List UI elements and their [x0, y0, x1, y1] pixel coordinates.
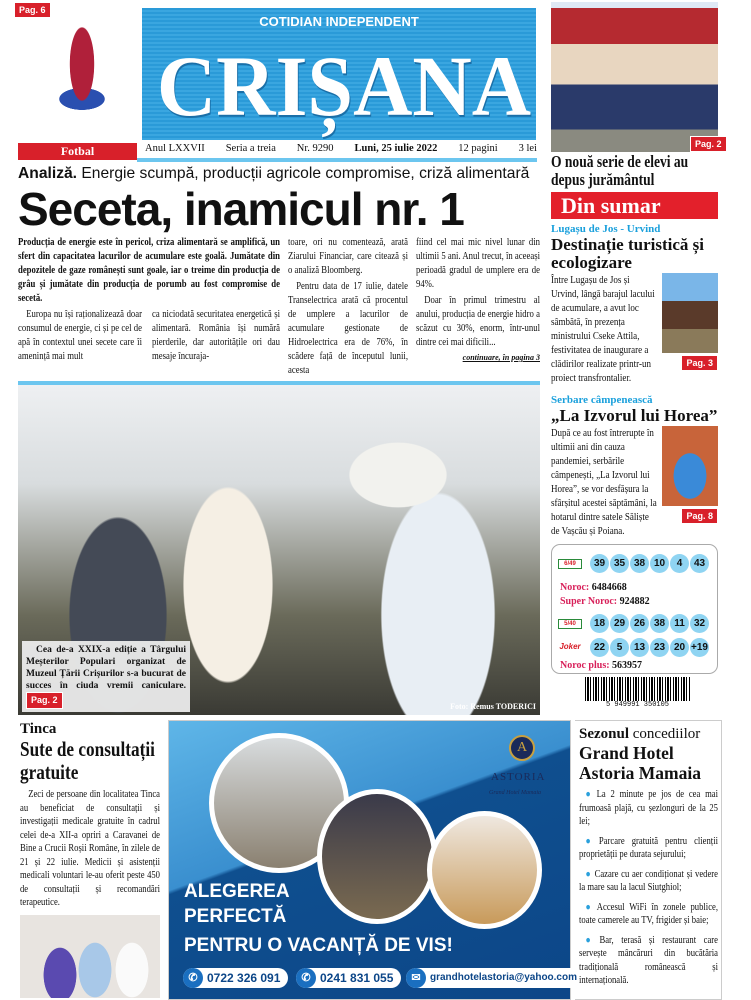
- ad-slogan-3: PENTRU O VACANȚĂ DE VIS!: [184, 935, 453, 956]
- article-subhead-text: Energie scumpă, producții agricole compromise, criză alimentară: [81, 165, 530, 182]
- caravan-photo[interactable]: [20, 915, 160, 999]
- hotel-kicker-2: concediilor: [632, 726, 701, 742]
- summary-headline[interactable]: Destinație turistică și ecologizare: [551, 235, 704, 272]
- noroc-plus-label: Noroc plus:: [560, 660, 610, 671]
- ad-slogan-1: ALEGEREA: [184, 881, 290, 902]
- phone-link-1[interactable]: [183, 968, 288, 988]
- lottery-ball: 32: [690, 614, 709, 633]
- room-photo: [427, 811, 542, 929]
- issue-year: Anul LXXVII: [145, 143, 205, 154]
- issue-series: Seria a treia: [225, 143, 276, 154]
- phone-link-2[interactable]: [296, 968, 401, 988]
- summary-kicker: Serbare câmpenească: [551, 394, 653, 406]
- lottery-ball: 22: [590, 638, 609, 657]
- summary-headline[interactable]: „La Izvorul lui Horea”: [551, 406, 718, 425]
- building-photo[interactable]: [662, 273, 718, 353]
- article-kicker: Analiză.: [18, 165, 78, 182]
- page-badge[interactable]: Pag. 2: [26, 692, 63, 709]
- article-body: Doar în primul trimestru al anului, producția de energie hidro a scăzut cu 30%, enorm, într-unul dintre cei mai dificili...: [416, 295, 540, 348]
- lottery-ball: +19: [690, 638, 709, 657]
- lottery-ball: 26: [630, 614, 649, 633]
- summary-text: Între Lugașu de Jos și Urvind, lângă barajul lacului de acumulare, a avut loc sâmbătă, în prezența ministrului Cseke Attila, festivitatea de inaugurare a clădirilor realizate printr-un proiect transfrontalier.: [551, 274, 655, 384]
- photo-caption: [22, 641, 190, 712]
- lottery-ball: 4: [670, 554, 689, 573]
- tinca-article[interactable]: [20, 721, 160, 998]
- article-columns: [18, 236, 540, 378]
- page-badge[interactable]: Pag. 2: [690, 136, 727, 152]
- super-noroc-value: 924882: [619, 596, 650, 607]
- hotel-advertisement[interactable]: [168, 720, 571, 1000]
- fair-photo[interactable]: [18, 385, 540, 715]
- lottery-ball: 5: [610, 638, 629, 657]
- noroc-label: Noroc:: [560, 582, 590, 593]
- article-body: Pentru data de 17 iulie, datele Transelectrica arată că procentul de umplere a lacurilor de acumulare gestionate de Hidroelectrica era de 76%, în scădere față de începutul lunii, acesta: [288, 281, 408, 376]
- section-label-football[interactable]: Fotbal: [18, 143, 137, 160]
- lottery-ball: 18: [590, 614, 609, 633]
- summary-title: Din sumar: [551, 192, 718, 219]
- article-body: ca niciodată securitatea energetică și alimentară. România își numără pierderile, dar autoritățile ori dau mesaje încuraja-: [152, 309, 280, 362]
- football-player-photo[interactable]: [22, 4, 132, 142]
- hotel-feature: ● La 2 minute pe jos de cea mai frumoasă plajă, cu șezlonguri de la 25 lei;: [579, 788, 718, 829]
- hotel-feature: ● Bar, terasă și restaurant care servește mâncăruri din bucătăria tradițională românească și internațională.: [579, 934, 718, 988]
- article-body: fiind cel mai mic nivel lunar din ultimii 5 ani. Anul trecut, în aceeași perioadă gradul de umplere era de 94%.: [416, 237, 540, 290]
- lottery-ball: 43: [690, 554, 709, 573]
- joker-logo: Joker: [559, 641, 581, 651]
- issue-pages: 12 pagini: [458, 143, 498, 154]
- mail-icon: ✉: [406, 968, 426, 988]
- lottery-ball: 39: [590, 554, 609, 573]
- noroc-plus-value: 563957: [612, 660, 643, 671]
- issue-date: Luni, 25 iulie 2022: [354, 143, 438, 154]
- email-address: grandhotelastoria@yahoo.com: [430, 972, 577, 983]
- page-badge[interactable]: Pag. 6: [14, 2, 51, 18]
- article-body: Europa nu își raționalizează doar consumul de energie, ci și pe cel de apă în contextul unei secete care îi amenință mai mult: [18, 309, 142, 362]
- ad-slogan-2: PERFECTĂ: [184, 906, 287, 927]
- lottery-ball: 35: [610, 554, 629, 573]
- lottery-ball: 10: [650, 554, 669, 573]
- summary-item[interactable]: [551, 222, 718, 385]
- lottery-ball: 20: [670, 638, 689, 657]
- photo-credit: Foto: Remus TODERICI: [450, 702, 536, 711]
- person-photo[interactable]: [662, 426, 718, 506]
- phone-icon: ✆: [183, 968, 203, 988]
- issue-price: 3 lei: [518, 143, 537, 154]
- photo-caption-text: Cea de-a XXIX-a ediție a Târgului Meșterilor Populari organizat de Muzeul Țării Crișurilor s-a bucurat de succes în ciuda vremii caniculare.: [26, 645, 186, 691]
- article-kicker: Tinca: [20, 721, 57, 737]
- hotel-feature: ● Parcare gratuită pentru clienții proprietății pe durata sejurului;: [579, 835, 718, 862]
- sidebar: [551, 192, 718, 712]
- barcode-number: 5 949991 350105: [585, 701, 690, 710]
- masthead-subtitle: COTIDIAN INDEPENDENT: [259, 14, 419, 29]
- lottery-results: [551, 544, 718, 674]
- summary-kicker: Lugașu de Jos - Urvind: [551, 223, 661, 235]
- article-subhead: [18, 164, 540, 184]
- lottery-ball: 38: [630, 554, 649, 573]
- continuation-link[interactable]: continuare, în pagina 3: [462, 353, 540, 362]
- email-link[interactable]: [406, 968, 585, 988]
- lottery-ball: 23: [650, 638, 669, 657]
- phone-number: 0722 326 091: [207, 971, 281, 985]
- noroc-value: 6484668: [591, 582, 627, 593]
- article-headline[interactable]: Sute de consultații gratuite: [20, 737, 155, 784]
- hotel-article[interactable]: [575, 720, 722, 1000]
- ad-brand: ASTORIA: [491, 771, 546, 783]
- issue-info: [145, 142, 537, 156]
- lottery-ball: 38: [650, 614, 669, 633]
- oath-ceremony-photo[interactable]: [551, 2, 718, 152]
- summary-text: După ce au fost întrerupte în ultimii ani din cauza pandemiei, serbările câmpenești, „La Izvorul lui Horea”, se vor desfășura la sfârșitul acestei săptămâni, la hotarul dintre satele Săliște de Vașcău și Poiana.: [551, 427, 657, 537]
- astoria-logo-icon: A: [509, 735, 535, 761]
- masthead-title: CRIȘANA: [156, 38, 532, 134]
- lottery-ball: 29: [610, 614, 629, 633]
- oath-headline[interactable]: O nouă serie de elevi au depus jurământul: [551, 152, 689, 189]
- lottery-ball: 11: [670, 614, 689, 633]
- hotel-headline[interactable]: Grand Hotel Astoria Mamaia: [579, 743, 701, 783]
- page-badge[interactable]: Pag. 3: [681, 355, 718, 371]
- masthead: [142, 8, 536, 140]
- super-noroc-label: Super Noroc:: [560, 596, 618, 607]
- loto-649-logo: 6/49: [558, 559, 582, 569]
- ad-brand-sub: Grand Hotel Mamaia: [489, 790, 541, 796]
- divider: [137, 158, 537, 162]
- article-lead: Producția de energie este în pericol, criza alimentară se amplifică, un sfert din capacitatea lacurilor de acumulare este goală. Jumătate din depozitele de gaze românești sunt goale, iar o treime din producția de grâu și jumătate din producția de porumb au fost compromise de secetă.: [18, 237, 280, 304]
- phone-number: 0241 831 055: [320, 971, 394, 985]
- barcode: [585, 677, 690, 710]
- lottery-ball: 13: [630, 638, 649, 657]
- issue-number: Nr. 9290: [296, 143, 334, 154]
- page-badge[interactable]: Pag. 8: [681, 508, 718, 524]
- hotel-feature: ● Cazare cu aer condiționat și vedere la mare sau la lacul Siutghiol;: [579, 868, 718, 895]
- article-body: Zeci de persoane din localitatea Tinca au beneficiat de consultații și investigații medicale gratuite în cadrul celei de-a XII-a opriri a Caravanei de Bine a Crucii Roșii Române, în zilele de 21 și 22 iulie. Medicii și asistenții medicali voluntari le-au oferit peste 450 de consultații și recomandări terapeutice.: [20, 789, 160, 908]
- hotel-kicker: Sezonul: [579, 726, 630, 742]
- article-headline[interactable]: Seceta, inamicul nr. 1: [18, 183, 464, 235]
- phone-icon: ✆: [296, 968, 316, 988]
- loto-540-logo: 5/40: [558, 619, 582, 629]
- hotel-feature: ● Accesul WiFi în zonele publice, toate camerele au TV, frigider și baie;: [579, 901, 718, 928]
- restaurant-photo: [317, 789, 437, 924]
- summary-item[interactable]: [551, 393, 718, 538]
- article-body: toare, ori nu comentează, arată Ziarului Financiar, care citează și o analiză Bloomberg.: [288, 237, 408, 276]
